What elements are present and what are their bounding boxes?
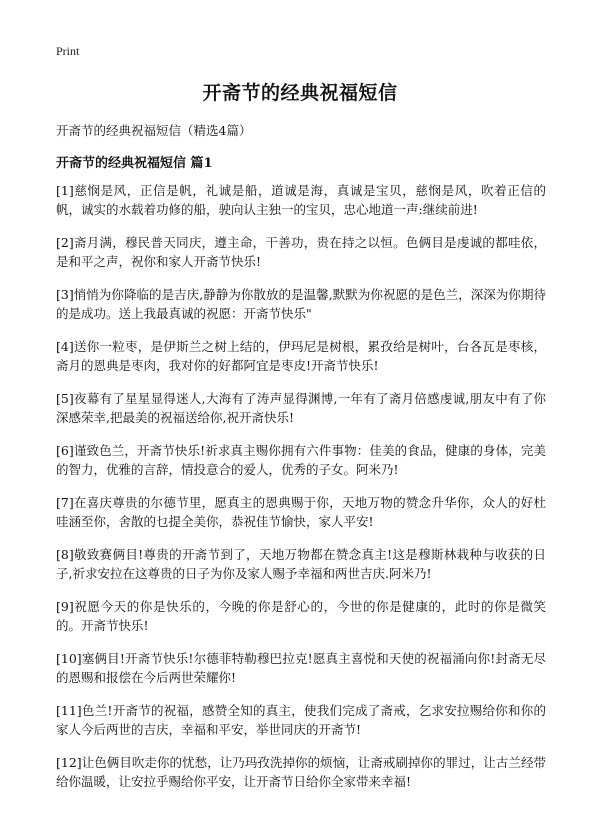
paragraph-8: [8]敬致赛俩目!尊贵的开斋节到了，天地万物都在赞念真主!这是穆斯林栽种与收获的日子,祈求安拉在这尊贵的日子为你及家人赐予幸福和两世吉庆.阿米乃! — [56, 547, 546, 581]
paragraph-3: [3]悄悄为你降临的是吉庆,静静为你散放的是温馨,默默为你祝愿的是色兰，深深为你期待的是成功。送上我最真诚的祝愿：开斋节快乐" — [56, 287, 546, 321]
paragraph-6: [6]谨致色兰，开斋节快乐!祈求真主赐你拥有六件事物：佳美的食品，健康的身体，完美的智力，优雅的言辞，情投意合的爱人，优秀的子女。阿米乃! — [56, 443, 546, 477]
paragraph-list — [56, 181, 546, 805]
document-title: 开斋节的经典祝福短信 — [202, 82, 398, 104]
paragraph-7: [7]在喜庆尊贵的尔德节里，愿真主的恩典赐于你，天地万物的赞念升华你，众人的好杜哇涵至你，舍散的乜提全美你，恭祝佳节愉快，家人平安! — [56, 495, 546, 529]
paragraph-10: [10]塞俩目!开斋节快乐!尔德菲特勒穆巴拉克!愿真主喜悦和天使的祝福涌向你!封斋无尽的恩赐和报偿在今后两世荣耀你! — [56, 651, 546, 685]
paragraph-5: [5]夜幕有了星星显得迷人,大海有了涛声显得渊博,一年有了斋月倍感虔诚,朋友中有了你深感荣幸,把最美的祝福送给你,祝开斋快乐! — [56, 391, 546, 425]
paragraph-11: [11]色兰!开斋节的祝福，感赞全知的真主，使我们完成了斋戒，乞求安拉赐给你和你的家人今后两世的吉庆，幸福和平安，举世同庆的开斋节! — [56, 703, 546, 737]
paragraph-12: [12]让色俩目吹走你的忧愁，让乃玛孜洗掉你的烦恼，让斋戒刷掉你的罪过，让古兰经带给你温暖，让安拉乎赐给你平安，让开斋节日给你全家带来幸福! — [56, 755, 546, 789]
document-subtitle: 开斋节的经典祝福短信（精选4篇） — [56, 123, 252, 138]
paragraph-9: [9]祝愿今天的你是快乐的，今晚的你是舒心的，今世的你是健康的，此时的你是微笑的。开斋节快乐! — [56, 599, 546, 633]
paragraph-4: [4]送你一粒枣，是伊斯兰之树上结的，伊玛尼是树根，累孜给是树叶，台各瓦是枣核，斋月的恩典是枣肉，我对你的好都阿宜是枣皮!开斋节快乐! — [56, 339, 546, 373]
paragraph-1: [1]慈悯是风，正信是帆，礼诚是船，道诚是海，真诚是宝贝，慈悯是风，吹着正信的帆，诚实的水载着功修的船，驶向认主独一的宝贝，忠心地道一声:继续前进! — [56, 183, 546, 217]
section-heading: 开斋节的经典祝福短信 篇1 — [56, 156, 213, 171]
print-link[interactable]: Print — [56, 44, 80, 58]
paragraph-2: [2]斋月满，穆民普天同庆，遵主命，干善功，贵在持之以恒。色俩目是虔诚的都哇依，是和平之声，祝你和家人开斋节快乐! — [56, 235, 546, 269]
